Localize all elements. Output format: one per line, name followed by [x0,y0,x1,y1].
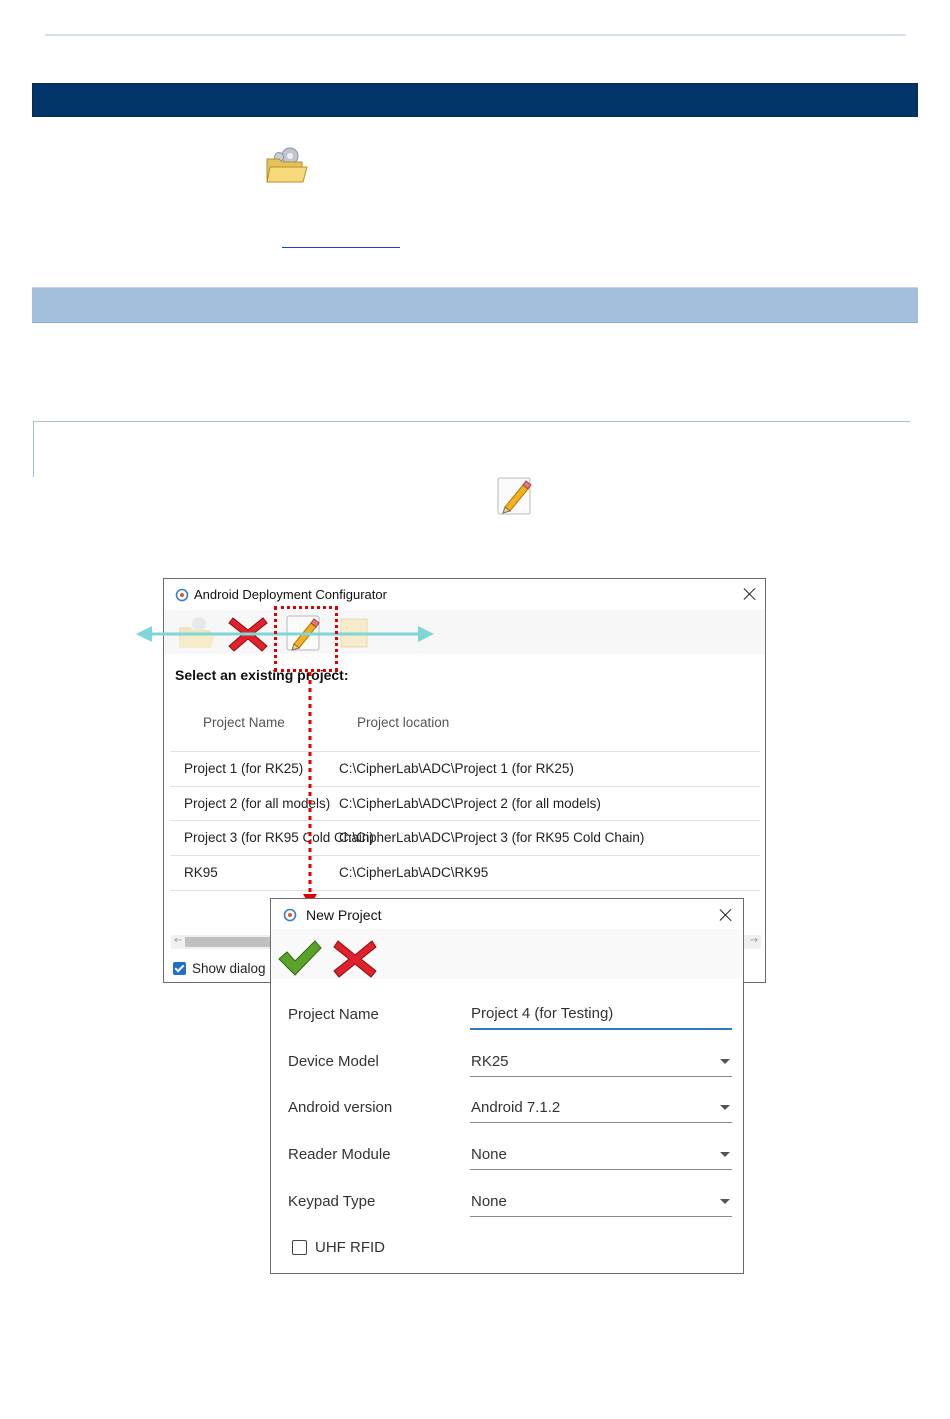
configurator-title: Android Deployment Configurator [194,587,387,602]
new-project-close-icon[interactable] [718,907,734,923]
show-dialog-option[interactable] [173,961,266,976]
chevron-down-icon[interactable] [720,1059,730,1064]
uhf-rfid-label: UHF RFID [315,1239,385,1256]
configurator-titlebar [164,579,765,609]
android-version-label: Android version [288,1099,393,1116]
column-header-project-name[interactable]: Project Name [203,715,285,730]
project-name-cell: Project 1 (for RK25) [184,761,304,776]
edit-pencil-icon [496,476,534,516]
project-name-input[interactable] [470,1000,732,1030]
android-version-value: Android 7.1.2 [471,1099,561,1116]
project-location-cell: C:\CipherLab\ADC\Project 3 (for RK95 Cold Chain) [339,830,645,845]
dotted-arrow-annotation [300,670,320,910]
reader-module-value: None [471,1146,507,1163]
cancel-icon[interactable] [332,937,378,981]
header-rule [45,34,906,36]
scroll-left-icon[interactable]: ← [174,935,183,946]
app-icon [283,908,297,922]
scroll-right-icon[interactable]: → [749,935,758,946]
column-header-project-location[interactable]: Project location [357,715,450,730]
project-row[interactable] [170,855,760,891]
reader-module-select[interactable] [470,1141,732,1170]
project-list-label: Select an existing project: [175,667,349,683]
project-location-cell: C:\CipherLab\ADC\RK95 [339,865,489,880]
project-row[interactable] [170,820,760,855]
new-project-titlebar [271,899,743,929]
project-row[interactable] [170,786,760,821]
uhf-rfid-checkbox[interactable] [292,1240,307,1255]
keypad-type-select[interactable] [470,1188,732,1217]
app-icon [175,588,189,602]
project-name-label: Project Name [288,1006,379,1023]
subsection-frame [33,421,910,477]
configurator-close-icon[interactable] [742,586,758,602]
new-project-toolbar [272,929,742,979]
uhf-rfid-option[interactable] [292,1239,385,1256]
new-project-title: New Project [306,907,382,923]
reader-module-label: Reader Module [288,1146,391,1163]
keypad-type-label: Keypad Type [288,1193,376,1210]
edit-highlight-box [274,606,338,672]
project-name-value: Project 4 (for Testing) [471,1005,614,1022]
chevron-down-icon[interactable] [720,1152,730,1157]
show-dialog-label: Show dialog [192,961,266,976]
open-project-folder-icon [265,145,311,185]
device-model-label: Device Model [288,1053,379,1070]
device-model-value: RK25 [471,1053,509,1070]
project-location-cell: C:\CipherLab\ADC\Project 1 (for RK25) [339,761,574,776]
project-row[interactable] [170,751,760,786]
device-model-select[interactable] [470,1048,732,1077]
show-dialog-checkbox[interactable] [173,962,186,975]
chapter-heading-bar [32,83,918,117]
android-version-select[interactable] [470,1094,732,1123]
chevron-down-icon[interactable] [720,1105,730,1110]
project-name-cell: RK95 [184,865,218,880]
chevron-down-icon[interactable] [720,1199,730,1204]
project-location-cell: C:\CipherLab\ADC\Project 2 (for all models) [339,796,601,811]
section-heading-bar [32,287,918,323]
document-link[interactable] [282,247,400,248]
keypad-type-value: None [471,1193,507,1210]
project-name-cell: Project 2 (for all models) [184,796,331,811]
project-name-cell: Project 3 (for RK95 Cold Chain) [184,830,374,845]
new-project-dialog [270,898,744,1274]
confirm-icon[interactable] [277,939,323,977]
